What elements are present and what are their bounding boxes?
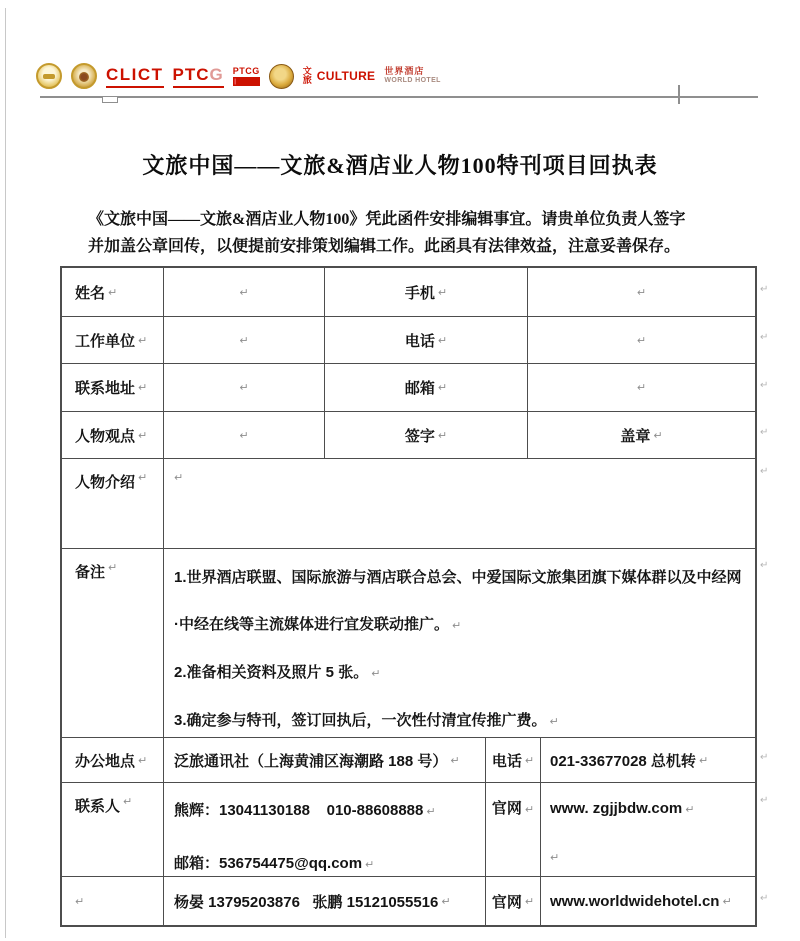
intro-line-1: 《文旅中国——文旅&酒店业人物100》凭此函件安排编辑事宜。请贵单位负责人签字 <box>88 211 686 228</box>
clict-logo: CLICT <box>106 65 164 88</box>
viewpoint-label: 人物观点 <box>75 427 136 445</box>
gold-wreath-emblem-icon <box>71 63 97 89</box>
remarks-item <box>174 649 743 697</box>
empty-label-cell <box>62 877 164 925</box>
ptcg-small-logo-text: PTCG <box>232 66 260 76</box>
paragraph-mark-icon: ↵ <box>437 285 448 299</box>
ptcg-small-logo <box>233 66 260 86</box>
header-logos <box>36 60 441 92</box>
row-end-mark-icon: ↵ <box>760 427 769 438</box>
paragraph-mark-icon: ↵ <box>138 753 148 767</box>
paragraph-mark-icon: ↵ <box>138 428 148 442</box>
intro-line-2: 并加盖公章回传，以便提前安排策划编辑工作。此函具有法律效益，注意妥善保存。 <box>88 238 681 255</box>
contact-line-1 <box>174 785 436 838</box>
website-value-cell <box>541 783 755 876</box>
paragraph-mark-icon: ↵ <box>426 805 436 818</box>
page-edge-line <box>5 8 6 938</box>
row-end-mark-icon: ↵ <box>760 466 769 477</box>
viewpoint-label-cell <box>62 412 164 458</box>
email-label: 邮箱 <box>404 380 435 397</box>
gold-seal-emblem-icon <box>36 63 62 89</box>
culture-logo-en: CULTURE <box>316 69 376 83</box>
table-row <box>62 317 755 364</box>
website2-url-text: www.worldwidehotel.cn <box>550 892 720 910</box>
address-input-cell[interactable] <box>164 364 325 411</box>
signature-label: 签字 <box>404 427 435 445</box>
name-label: 姓名 <box>75 284 106 302</box>
contact-label-cell <box>62 783 164 876</box>
contact2-value-cell <box>164 877 486 925</box>
row-end-mark-icon: ↵ <box>760 795 769 806</box>
name-label-cell <box>62 268 164 316</box>
contact-label: 联系人 <box>75 798 121 815</box>
office-label: 办公地点 <box>75 752 136 770</box>
mobile-input-cell[interactable] <box>528 268 755 316</box>
row-end-mark-icon: ↵ <box>760 752 769 763</box>
remarks-item-2-text: 2.准备相关资料及照片 5 张。 <box>174 664 369 681</box>
website-empty-line <box>550 833 694 876</box>
phone-input-cell[interactable] <box>528 317 755 363</box>
paragraph-mark-icon: ↵ <box>524 753 535 767</box>
row-end-mark-icon: ↵ <box>760 332 769 343</box>
paragraph-mark-icon: ↵ <box>437 381 448 394</box>
mobile-label-cell <box>325 268 528 316</box>
culture-logo-cn: 文旅 <box>302 66 312 85</box>
website2-label: 官网 <box>491 893 522 911</box>
website2-label-cell <box>486 877 541 925</box>
paragraph-mark-icon: ↵ <box>437 333 448 347</box>
remarks-item-1-text: 1.世界酒店联盟、国际旅游与酒店联合总会、中爱国际文旅集团旗下媒体群以及中经网·中经在线等主流媒体进行宜发联动推广。 <box>174 569 742 633</box>
ptcg-small-logo-banner <box>233 77 260 86</box>
address-label-cell <box>62 364 164 411</box>
remarks-label-cell <box>62 549 164 737</box>
paragraph-mark-icon: ↵ <box>365 858 375 871</box>
table-row <box>62 877 755 925</box>
ptcg-logo <box>173 65 224 88</box>
office-phone-label-cell <box>486 738 541 782</box>
contact2-text: 杨晏 13795203876 张鹏 15121055516 <box>174 893 439 911</box>
paragraph-mark-icon: ↵ <box>636 333 647 347</box>
paragraph-mark-icon: ↵ <box>138 471 148 484</box>
paragraph-mark-icon: ↵ <box>653 428 663 442</box>
paragraph-mark-icon: ↵ <box>239 285 249 299</box>
paragraph-mark-icon: ↵ <box>636 285 647 299</box>
culture-tourism-logo <box>303 67 376 85</box>
paragraph-mark-icon: ↵ <box>138 381 148 394</box>
table-row <box>62 738 755 783</box>
paragraph-mark-icon: ↵ <box>437 428 448 442</box>
remarks-item <box>174 554 743 649</box>
paragraph-mark-icon: ↵ <box>452 619 462 632</box>
world-hotel-logo-en: WORLD HOTEL <box>384 77 441 84</box>
paragraph-mark-icon: ↵ <box>239 333 249 347</box>
phone-label: 电话 <box>404 332 435 350</box>
contact-phone-text: 熊辉：13041130188 010-88608888 <box>174 802 424 819</box>
paragraph-mark-icon: ↵ <box>722 894 732 908</box>
paragraph-mark-icon: ↵ <box>75 894 85 908</box>
paragraph-mark-icon: ↵ <box>549 715 559 728</box>
work-unit-label-cell <box>62 317 164 363</box>
paragraph-mark-icon: ↵ <box>123 795 133 808</box>
reply-form-table <box>60 266 757 927</box>
person-intro-label-cell <box>62 459 164 548</box>
work-unit-input-cell[interactable] <box>164 317 325 363</box>
world-hotel-logo <box>384 67 441 85</box>
seal-label: 盖章 <box>620 427 651 445</box>
paragraph-mark-icon: ↵ <box>698 753 709 767</box>
website-label-cell <box>486 783 541 876</box>
paragraph-mark-icon: ↵ <box>441 894 451 908</box>
table-row <box>62 412 755 459</box>
website-label: 官网 <box>491 800 522 817</box>
table-row <box>62 459 755 549</box>
office-phone-value: 021-33677028 总机转 <box>550 752 696 770</box>
office-phone-label: 电话 <box>491 752 522 770</box>
office-value-cell <box>164 738 486 782</box>
office-phone-value-cell <box>541 738 755 782</box>
address-label: 联系地址 <box>75 380 136 397</box>
seal-label-cell <box>528 412 755 458</box>
world-hotel-logo-cn: 世界酒店 <box>384 66 425 76</box>
name-input-cell[interactable] <box>164 268 325 316</box>
paragraph-mark-icon: ↵ <box>685 803 695 816</box>
paragraph-mark-icon: ↵ <box>108 285 118 299</box>
office-value: 泛旅通讯社（上海黄浦区海潮路 188 号） <box>174 752 448 770</box>
paragraph-mark-icon: ↵ <box>524 803 535 816</box>
row-end-mark-icon: ↵ <box>760 893 769 904</box>
row-end-mark-icon: ↵ <box>760 284 769 295</box>
website-line <box>550 785 694 833</box>
header-divider-line <box>40 96 758 98</box>
table-row <box>62 364 755 412</box>
contact-email-text: 邮箱：536754475@qq.com <box>174 855 363 872</box>
paragraph-mark-icon: ↵ <box>239 381 249 394</box>
paragraph-mark-icon: ↵ <box>108 561 118 574</box>
intro-paragraph <box>88 206 718 260</box>
row-end-mark-icon: ↵ <box>760 560 769 571</box>
paragraph-mark-icon: ↵ <box>550 851 560 864</box>
row-end-mark-icon: ↵ <box>760 380 769 391</box>
remarks-content-cell <box>164 549 755 737</box>
email-input-cell[interactable] <box>528 364 755 411</box>
page-title: 文旅中国——文旅&酒店业人物100特刊项目回执表 <box>142 153 658 178</box>
remarks-item-3-text: 3.确定参与特刊，签订回执后，一次性付清宜传推广费。 <box>174 712 547 729</box>
table-row <box>62 268 755 317</box>
header-section-notch <box>102 97 118 103</box>
gold-coin-emblem-icon <box>269 64 294 89</box>
header-margin-tick <box>678 85 680 104</box>
paragraph-mark-icon: ↵ <box>138 333 148 347</box>
ptcg-logo-ptc: PTC <box>172 64 210 84</box>
paragraph-mark-icon: ↵ <box>239 428 249 442</box>
office-label-cell <box>62 738 164 782</box>
paragraph-mark-icon: ↵ <box>450 753 460 767</box>
remarks-label: 备注 <box>75 564 106 581</box>
work-unit-label: 工作单位 <box>75 332 136 350</box>
remarks-item <box>174 697 743 737</box>
website2-value-cell <box>541 877 755 925</box>
paragraph-mark-icon: ↵ <box>636 381 647 394</box>
signature-label-cell <box>325 412 528 458</box>
paragraph-mark-icon: ↵ <box>524 894 535 908</box>
website-url-text: www. zgjjbdw.com <box>550 800 683 817</box>
viewpoint-input-cell[interactable] <box>164 412 325 458</box>
person-intro-input-cell[interactable] <box>164 459 755 548</box>
mobile-label: 手机 <box>404 284 435 302</box>
phone-label-cell <box>325 317 528 363</box>
table-row <box>62 549 755 738</box>
ptcg-logo-g: G <box>209 64 224 84</box>
paragraph-mark-icon: ↵ <box>371 667 381 680</box>
paragraph-mark-icon: ↵ <box>174 471 184 484</box>
contact-value-cell <box>164 783 486 876</box>
email-label-cell <box>325 364 528 411</box>
contact-line-2 <box>174 838 436 876</box>
person-intro-label: 人物介绍 <box>75 474 136 491</box>
table-row <box>62 783 755 877</box>
